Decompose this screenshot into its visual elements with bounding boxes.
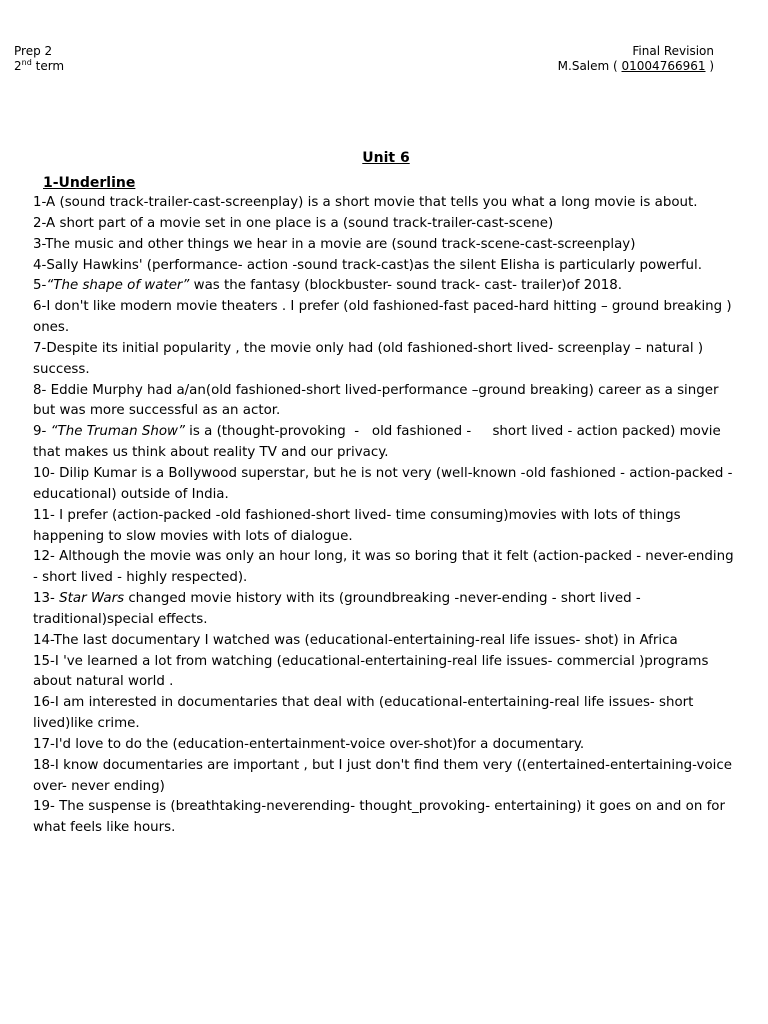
question-item: 1-A (sound track-trailer-cast-screenplay) is a short movie that tells you what a long movie is about. [33,195,698,210]
term-label: 2nd term [14,58,65,73]
grade-label: Prep 2 [14,44,53,58]
question-item: 14-The last documentary I watched was (educational-entertaining-real life issues- shot) in Africa [33,632,678,648]
question-item: 3-The music and other things we hear in a movie are (sound track-scene-cast-screenplay) [33,236,636,252]
unit-title: Unit 6 [362,150,410,166]
question-item: 7-Despite its initial popularity , the movie only had (old fashioned-short lived- screenplay – natural ) success. [33,340,704,377]
question-item: 2-A short part of a movie set in one place is a (sound track-trailer-cast-scene) [33,215,554,231]
question-item: 6-I don't like modern movie theaters . I prefer (old fashioned-fast paced-hard hitting – ground breaking ) ones. [33,299,732,336]
revision-label: Final Revision [632,44,714,58]
question-item: 18-I know documentaries are important , but I just don't find them very ((entertained-entertaining-voice over- never ending) [33,757,732,794]
question-item: 5-“The shape of water” was the fantasy (blockbuster- sound track- cast- trailer)of 2018. [33,278,623,294]
header-left [14,44,64,74]
question-item: 17-I'd love to do the (education-entertainment-voice over-shot)for a documentary. [33,736,585,752]
phone-number: 01004766961 [621,59,706,73]
question-item: 13- Star Wars changed movie history with its (groundbreaking -never-ending - short lived - traditional)special effects. [33,591,641,627]
teacher-contact: M.Salem ( 01004766961 ) [557,59,714,73]
question-item: 19- The suspense is (breathtaking-neverending- thought_provoking- entertaining) it goes on and on for what feels like hours. [33,799,725,836]
question-item: 10- Dilip Kumar is a Bollywood superstar, but he is not very (well-known -old fashioned - action-packed - educational) outside of India. [33,465,733,502]
header-right [558,44,714,74]
question-item: 9- “The Truman Show” is a (thought-provoking - old fashioned - short lived - action packed) movie that makes us think about reality TV and our privacy. [33,424,725,461]
question-item: 11- I prefer (action-packed -old fashioned-short lived- time consuming)movies with lots of things happening to slow movies with lots of dialogue. [33,507,681,544]
question-item: 12- Although the movie was only an hour long, it was so boring that it felt (action-packed - never-ending - short lived - highly respected). [33,549,734,586]
section-heading: 1-Underline [43,175,136,191]
question-list [33,193,738,839]
question-item: 4-Sally Hawkins' (performance- action -sound track-cast)as the silent Elisha is particularly powerful. [33,257,703,273]
question-item: 15-I 've learned a lot from watching (educational-entertaining-real life issues- commercial )programs about natural world . [33,653,709,690]
question-item: 16-I am interested in documentaries that deal with (educational-entertaining-real life issues- short lived)like crime. [33,695,694,732]
question-item: 8- Eddie Murphy had a/an(old fashioned-short lived-performance –ground breaking) career as a singer but was more successful as an actor. [33,382,719,419]
